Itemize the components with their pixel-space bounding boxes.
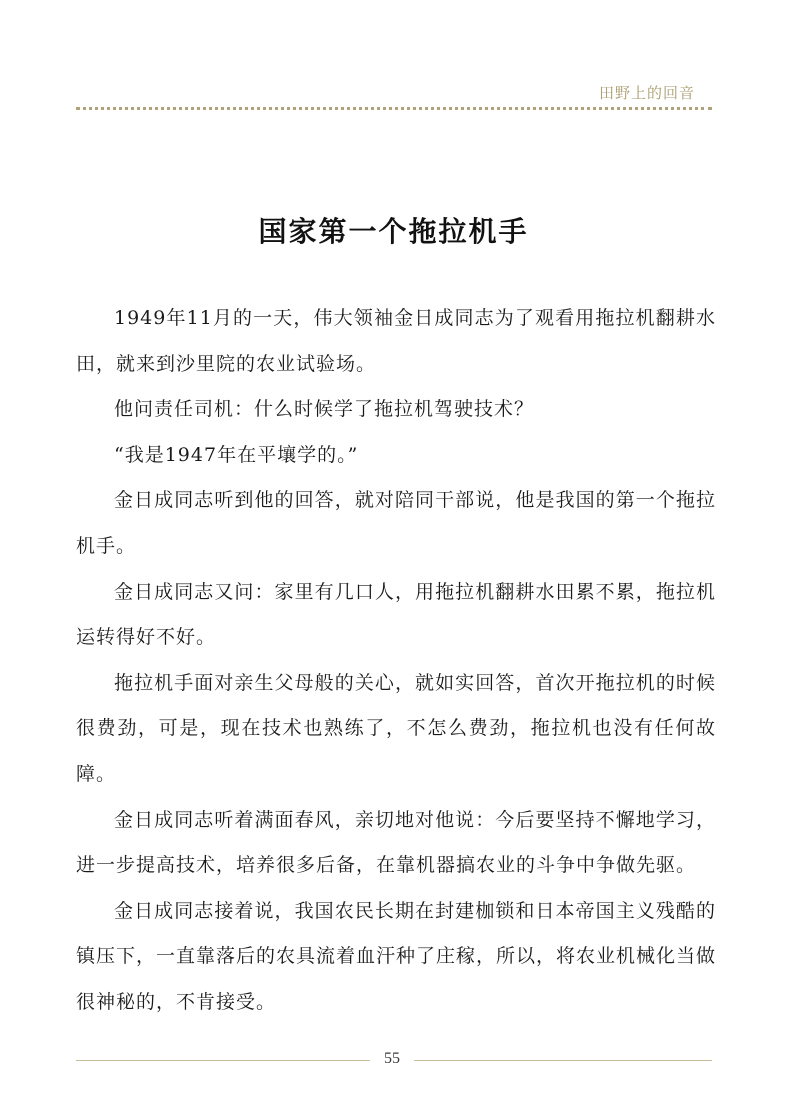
paragraph: 金日成同志听到他的回答，就对陪同干部说，他是我国的第一个拖拉机手。 — [76, 489, 716, 557]
article-body — [76, 296, 716, 1026]
article-title: 国家第一个拖拉机手 — [258, 215, 529, 248]
running-header: 田野上的回音 — [598, 84, 695, 102]
paragraph: “我是1947年在平壤学的。” — [114, 443, 359, 466]
paragraph: 金日成同志接着说，我国农民长期在封建枷锁和日本帝国主义残酷的镇压下，一直靠落后的农具流着血汗种了庄稼，所以，将农业机械化当做很神秘的，不肯接受。 — [76, 899, 717, 1013]
paragraph: 拖拉机手面对亲生父母般的关心，就如实回答，首次开拖拉机的时候很费劲，可是，现在技术也熟练了，不怎么费劲，拖拉机也没有任何故障。 — [76, 671, 716, 785]
header-dotted-rule — [76, 107, 712, 110]
footer-rule-right — [414, 1060, 712, 1061]
paragraph: 金日成同志又问：家里有几口人，用拖拉机翻耕水田累不累，拖拉机运转得好不好。 — [76, 580, 716, 649]
page-number: 55 — [384, 1050, 400, 1067]
paragraph: 金日成同志听着满面春风，亲切地对他说：今后要坚持不懈地学习，进一步提高技术，培养很多后备，在靠机器搞农业的斗争中争做先驱。 — [76, 808, 716, 877]
footer-rule-left — [76, 1060, 370, 1061]
paragraph: 他问责任司机：什么时候学了拖拉机驾驶技术？ — [114, 398, 535, 421]
paragraph: 1949年11月的一天，伟大领袖金日成同志为了观看用拖拉机翻耕水田，就来到沙里院的农业试验场。 — [76, 307, 716, 375]
